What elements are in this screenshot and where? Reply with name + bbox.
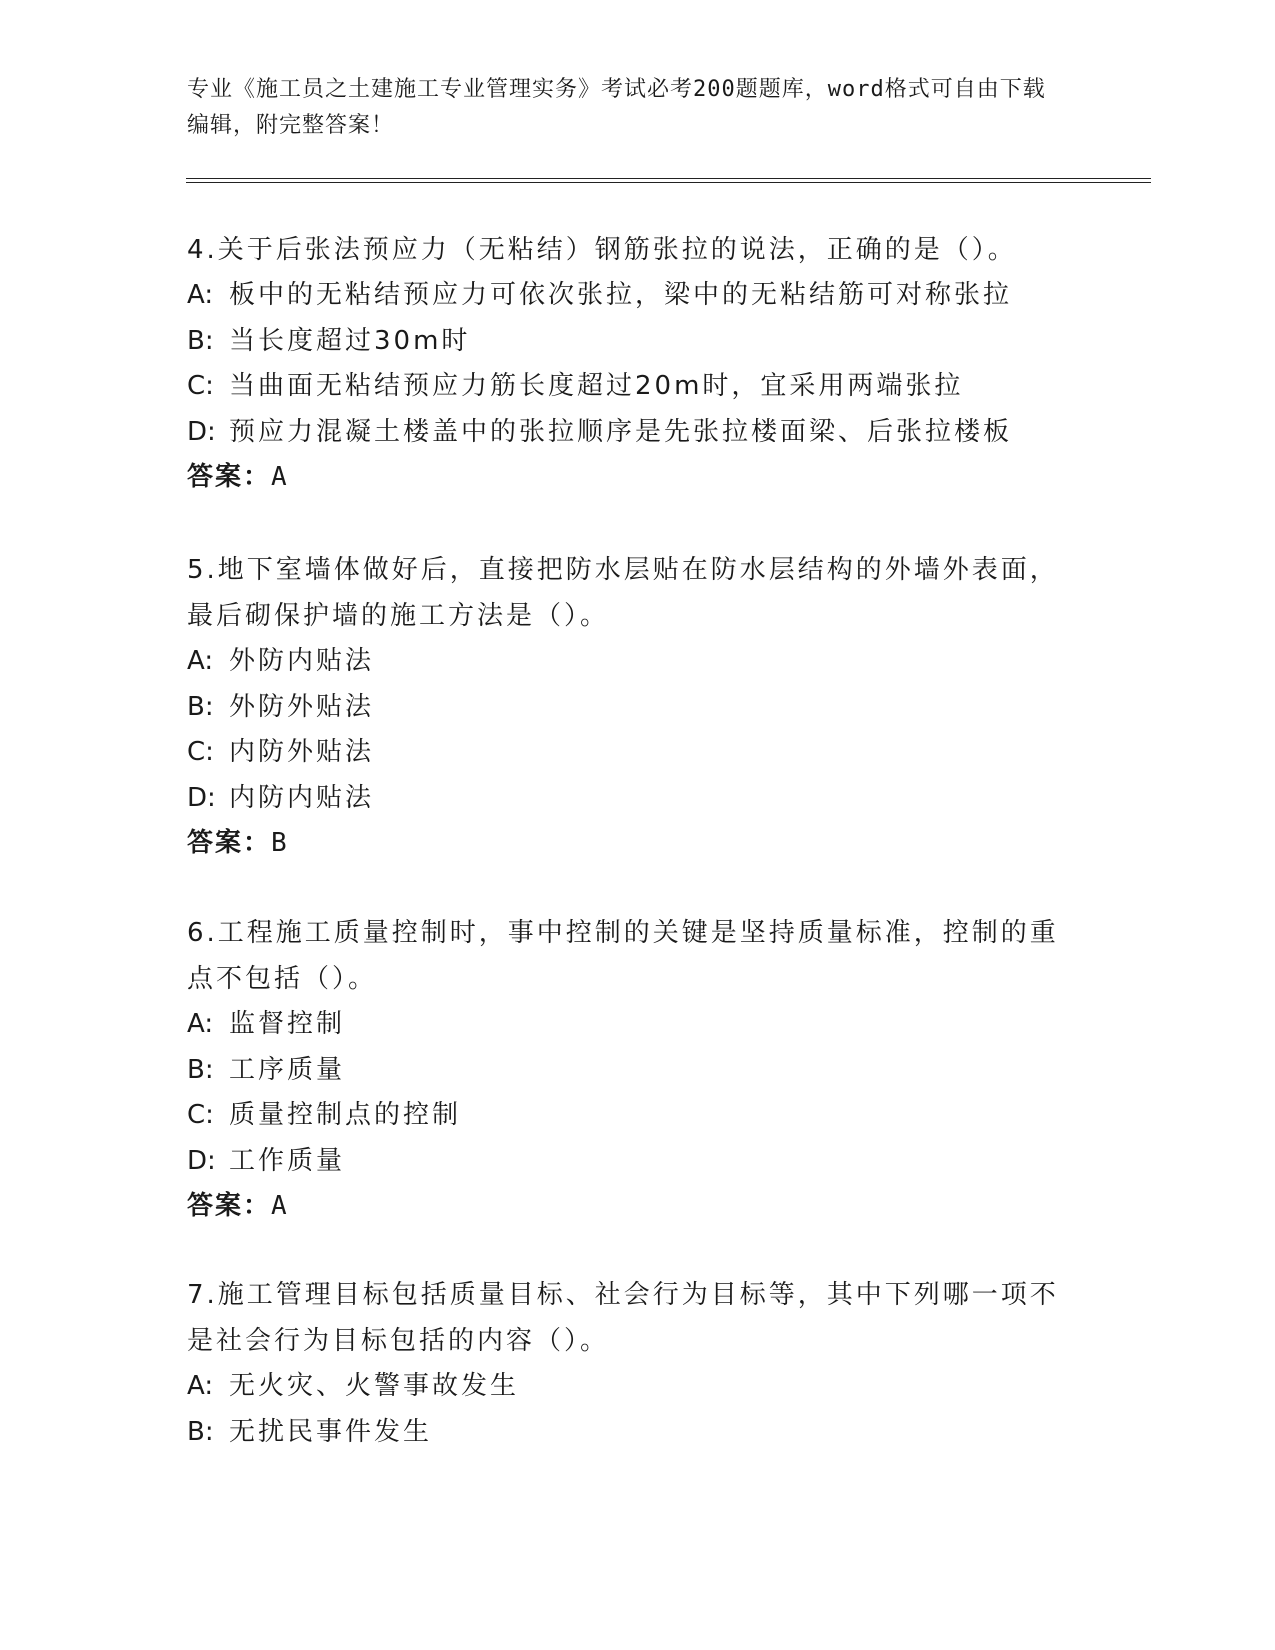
option-text: 外防外贴法 bbox=[229, 691, 375, 722]
option-letter: C: bbox=[187, 1100, 214, 1130]
question-stem: 5.地下室墙体做好后，直接把防水层贴在防水层结构的外墙外表面，最后砌保护墙的施工方法是（）。 bbox=[187, 555, 1059, 631]
answer-line bbox=[187, 821, 1087, 865]
answer-label: 答案： bbox=[187, 462, 272, 492]
option-text: 无火灾、火警事故发生 bbox=[229, 1371, 520, 1401]
option-text: 无扰民事件发生 bbox=[229, 1416, 433, 1447]
option-letter: A: bbox=[187, 1009, 214, 1039]
question-6 bbox=[187, 910, 1087, 1228]
option-b bbox=[187, 1410, 1087, 1456]
answer-value: A bbox=[271, 462, 289, 492]
option-d bbox=[187, 410, 1087, 456]
option-c bbox=[187, 364, 1087, 410]
option-letter: A: bbox=[187, 280, 214, 310]
option-a bbox=[187, 1364, 1087, 1410]
option-letter: A: bbox=[187, 646, 214, 676]
question-5 bbox=[187, 547, 1087, 865]
option-text: 内防外贴法 bbox=[229, 737, 375, 767]
option-text: 外防内贴法 bbox=[229, 646, 375, 676]
option-letter: C: bbox=[187, 737, 214, 767]
answer-line bbox=[187, 455, 1087, 499]
option-text: 监督控制 bbox=[229, 1009, 346, 1039]
option-a bbox=[187, 1002, 1087, 1048]
option-text: 工作质量 bbox=[229, 1145, 346, 1176]
option-letter: D: bbox=[187, 416, 216, 447]
question-stem: 6.工程施工质量控制时，事中控制的关键是坚持质量标准，控制的重点不包括（）。 bbox=[187, 918, 1059, 994]
option-b bbox=[187, 685, 1087, 731]
question-stem: 7.施工管理目标包括质量目标、社会行为目标等，其中下列哪一项不是社会行为目标包括的内容（）。 bbox=[187, 1280, 1059, 1356]
option-letter: B: bbox=[187, 1054, 214, 1085]
option-text: 工序质量 bbox=[229, 1054, 346, 1085]
option-text: 预应力混凝土楼盖中的张拉顺序是先张拉楼面梁、后张拉楼板 bbox=[229, 416, 1013, 447]
option-letter: A: bbox=[187, 1371, 214, 1401]
question-4 bbox=[187, 227, 1087, 499]
answer-label: 答案： bbox=[187, 1191, 272, 1221]
option-letter: C: bbox=[187, 371, 214, 401]
question-7 bbox=[187, 1272, 1087, 1455]
option-d bbox=[187, 776, 1087, 822]
option-a bbox=[187, 273, 1087, 319]
answer-value: B bbox=[271, 828, 289, 858]
question-stem: 4.关于后张法预应力（无粘结）钢筋张拉的说法，正确的是（）。 bbox=[187, 235, 1017, 265]
option-b bbox=[187, 1048, 1087, 1094]
option-text: 当曲面无粘结预应力筋长度超过20m时，宜采用两端张拉 bbox=[229, 371, 964, 401]
option-c bbox=[187, 1093, 1087, 1139]
option-text: 内防内贴法 bbox=[229, 782, 375, 813]
header-divider-top bbox=[186, 178, 1151, 179]
option-text: 当长度超过30m时 bbox=[229, 325, 471, 356]
header-divider-bottom bbox=[186, 182, 1151, 183]
option-letter: B: bbox=[187, 1416, 214, 1447]
option-a bbox=[187, 639, 1087, 685]
option-letter: B: bbox=[187, 325, 214, 356]
option-c bbox=[187, 730, 1087, 776]
document-header: 专业《施工员之土建施工专业管理实务》考试必考200题题库，word格式可自由下载编辑，附完整答案！ bbox=[187, 77, 1046, 138]
answer-line bbox=[187, 1184, 1087, 1228]
answer-value: A bbox=[271, 1191, 289, 1221]
option-letter: D: bbox=[187, 1145, 216, 1176]
option-d bbox=[187, 1139, 1087, 1185]
option-letter: B: bbox=[187, 691, 214, 722]
option-text: 板中的无粘结预应力可依次张拉，梁中的无粘结筋可对称张拉 bbox=[229, 280, 1013, 310]
option-text: 质量控制点的控制 bbox=[229, 1100, 462, 1130]
option-b bbox=[187, 319, 1087, 365]
option-letter: D: bbox=[187, 782, 216, 813]
answer-label: 答案： bbox=[187, 828, 272, 858]
